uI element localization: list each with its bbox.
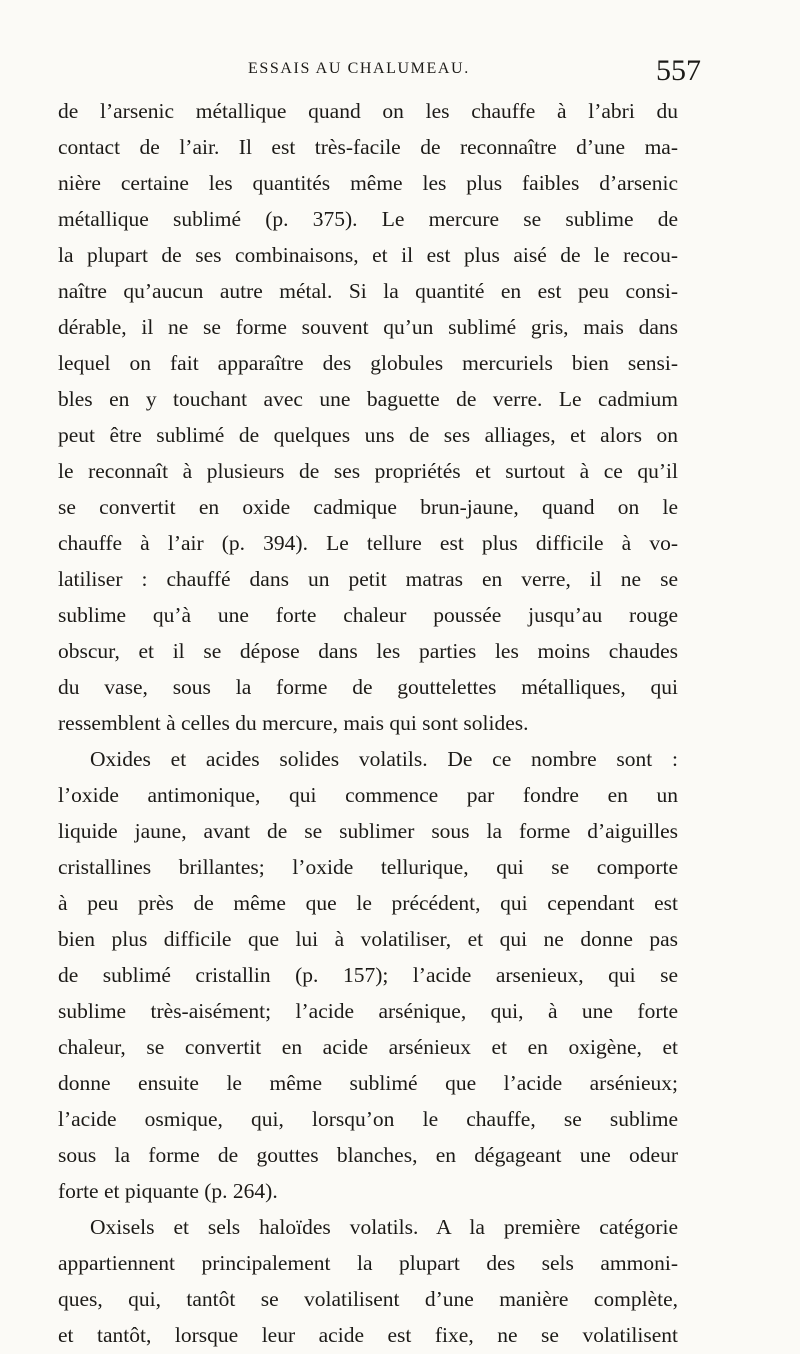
text-line: cristallines brillantes; l’oxide tellurique, qui se comporte (58, 855, 678, 879)
text-line: chauffe à l’air (p. 394). Le tellure est plus difficile à vo- (58, 531, 678, 555)
text-line: métallique sublimé (p. 375). Le mercure se sublime de (58, 207, 678, 231)
text-line: sublime très-aisément; l’acide arsénique, qui, à une forte (58, 999, 678, 1023)
text-line: contact de l’air. Il est très-facile de reconnaître d’une ma- (58, 135, 678, 159)
text-line: dérable, il ne se forme souvent qu’un sublimé gris, mais dans (58, 315, 678, 339)
text-line: bien plus difficile que lui à volatiliser, et qui ne donne pas (58, 927, 678, 951)
text-line: de sublimé cristallin (p. 157); l’acide arsenieux, qui se (58, 963, 678, 987)
section-heading-line: Oxides et acides solides volatils. De ce nombre sont : (90, 747, 678, 771)
text-line: le reconnaît à plusieurs de ses propriétés et surtout à ce qu’il (58, 459, 678, 483)
text-line: se convertit en oxide cadmique brun-jaune, quand on le (58, 495, 678, 519)
text-line: donne ensuite le même sublimé que l’acide arsénieux; (58, 1071, 678, 1095)
text-line: lequel on fait apparaître des globules mercuriels bien sensi- (58, 351, 678, 375)
text-line: appartiennent principalement la plupart des sels ammoni- (58, 1251, 678, 1275)
text-line: et tantôt, lorsque leur acide est fixe, ne se volatilisent (58, 1323, 678, 1347)
text-line: peut être sublimé de quelques uns de ses alliages, et alors on (58, 423, 678, 447)
text-line: du vase, sous la forme de gouttelettes métalliques, qui (58, 675, 678, 699)
text-line: de l’arsenic métallique quand on les chauffe à l’abri du (58, 99, 678, 123)
text-line: sous la forme de gouttes blanches, en dégageant une odeur (58, 1143, 678, 1167)
text-line: bles en y touchant avec une baguette de verre. Le cadmium (58, 387, 678, 411)
running-title: ESSAIS AU CHALUMEAU. (248, 60, 470, 77)
text-line: obscur, et il se dépose dans les parties les moins chaudes (58, 639, 678, 663)
text-line: liquide jaune, avant de se sublimer sous la forme d’aiguilles (58, 819, 678, 843)
text-line: nière certaine les quantités même les plus faibles d’arsenic (58, 171, 678, 195)
section-heading-line: Oxisels et sels haloïdes volatils. A la première catégorie (90, 1215, 678, 1239)
text-line: chaleur, se convertit en acide arsénieux et en oxigène, et (58, 1035, 678, 1059)
text-line: ressemblent à celles du mercure, mais qui sont solides. (58, 711, 529, 735)
text-line: ques, qui, tantôt se volatilisent d’une manière complète, (58, 1287, 678, 1311)
text-line: la plupart de ses combinaisons, et il est plus aisé de le recou- (58, 243, 678, 267)
text-line: sublime qu’à une forte chaleur poussée jusqu’au rouge (58, 603, 678, 627)
text-line: forte et piquante (p. 264). (58, 1179, 278, 1203)
text-line: l’acide osmique, qui, lorsqu’on le chauffe, se sublime (58, 1107, 678, 1131)
text-line: l’oxide antimonique, qui commence par fondre en un (58, 783, 678, 807)
text-line: naître qu’aucun autre métal. Si la quantité en est peu consi- (58, 279, 678, 303)
page-number: 557 (656, 54, 701, 87)
text-line: à peu près de même que le précédent, qui cependant est (58, 891, 678, 915)
text-line: latiliser : chauffé dans un petit matras en verre, il ne se (58, 567, 678, 591)
page-header (0, 54, 800, 94)
